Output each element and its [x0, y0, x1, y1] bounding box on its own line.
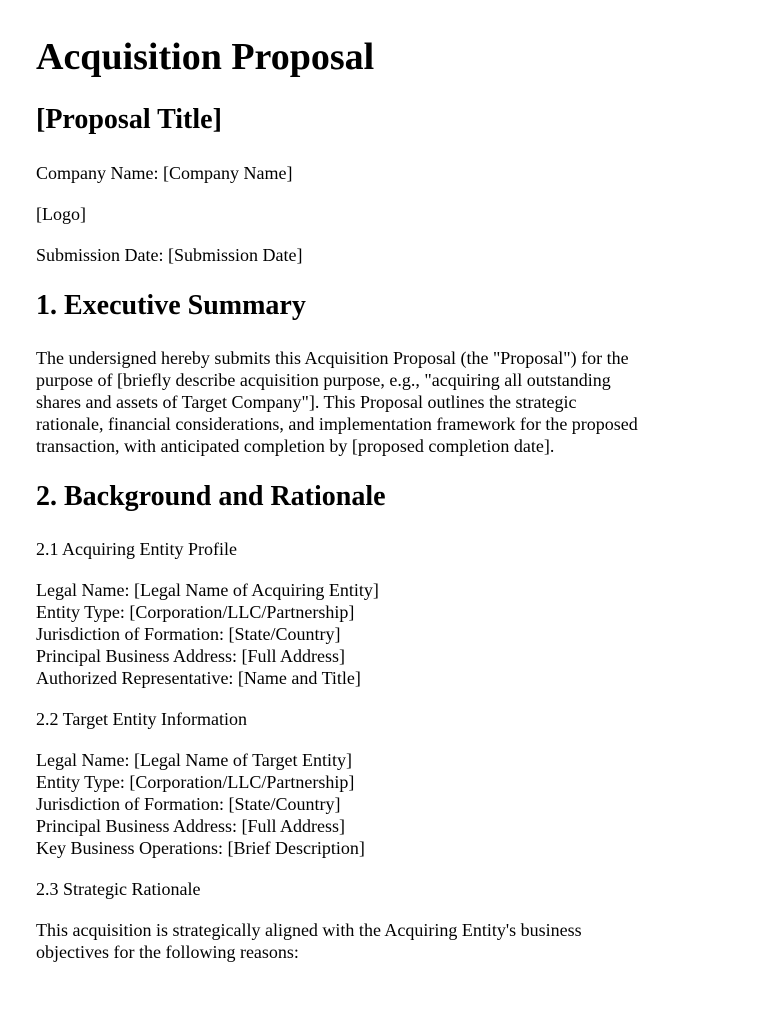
detail-line: Principal Business Address: [Full Address]	[36, 816, 345, 836]
paragraph-line: rationale, financial considerations, and implementation framework for the proposed	[36, 414, 638, 434]
logo-placeholder: [Logo]	[36, 204, 86, 224]
detail-line: Entity Type: [Corporation/LLC/Partnership]	[36, 772, 355, 792]
strategic-rationale-heading: 2.3 Strategic Rationale	[36, 879, 201, 899]
paragraph-line: objectives for the following reasons:	[36, 942, 299, 962]
paragraph-line: The undersigned hereby submits this Acquisition Proposal (the "Proposal") for the	[36, 348, 629, 368]
detail-line: Key Business Operations: [Brief Description]	[36, 838, 365, 858]
paragraph-line: purpose of [briefly describe acquisition purpose, e.g., "acquiring all outstanding	[36, 370, 611, 390]
executive-summary-paragraph	[36, 347, 736, 457]
paragraph-line: shares and assets of Target Company"]. This Proposal outlines the strategic	[36, 392, 577, 412]
background-heading: 2. Background and Rationale	[36, 481, 386, 512]
detail-line: Jurisdiction of Formation: [State/Country]	[36, 624, 341, 644]
submission-date-line: Submission Date: [Submission Date]	[36, 245, 303, 265]
detail-line: Authorized Representative: [Name and Title]	[36, 668, 361, 688]
paragraph-line: This acquisition is strategically aligned with the Acquiring Entity's business	[36, 920, 582, 940]
target-entity-heading: 2.2 Target Entity Information	[36, 709, 248, 729]
detail-line: Jurisdiction of Formation: [State/Country]	[36, 794, 341, 814]
company-name-line: Company Name: [Company Name]	[36, 163, 293, 183]
detail-line: Entity Type: [Corporation/LLC/Partnership]	[36, 602, 355, 622]
target-entity-details	[36, 749, 736, 859]
detail-line: Legal Name: [Legal Name of Acquiring Entity]	[36, 580, 379, 600]
executive-summary-heading: 1. Executive Summary	[36, 290, 306, 321]
document-title: Acquisition Proposal	[36, 36, 375, 78]
acquiring-entity-details	[36, 579, 736, 689]
proposal-title: [Proposal Title]	[36, 104, 222, 135]
paragraph-line: transaction, with anticipated completion by [proposed completion date].	[36, 436, 555, 456]
strategic-rationale-paragraph	[36, 919, 736, 963]
detail-line: Principal Business Address: [Full Address]	[36, 646, 345, 666]
detail-line: Legal Name: [Legal Name of Target Entity]	[36, 750, 352, 770]
acquiring-entity-heading: 2.1 Acquiring Entity Profile	[36, 539, 237, 559]
